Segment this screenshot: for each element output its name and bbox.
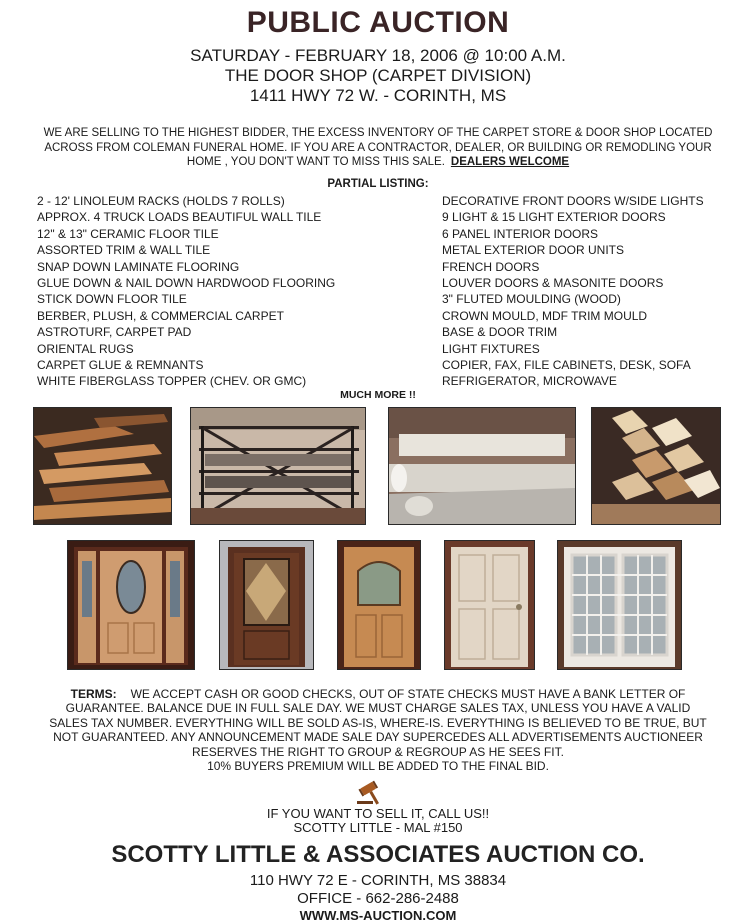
list-item: LIGHT FIXTURES: [442, 341, 540, 356]
auction-title: PUBLIC AUCTION: [246, 6, 510, 39]
company-address: 110 HWY 72 E - CORINTH, MS 38834: [249, 872, 507, 889]
call-us-text: IF YOU WANT TO SELL IT, CALL US!!: [266, 806, 490, 821]
list-item: BASE & DOOR TRIM: [442, 325, 558, 340]
list-item: 12" & 13" CERAMIC FLOOR TILE: [37, 226, 219, 241]
photo-panel-door: [444, 540, 535, 670]
terms-text: WE ACCEPT CASH OR GOOD CHECKS, OUT OF STATE CHECKS MUST HAVE A BANK LETTER OF GUARANTEE. BALANCE DUE IN FULL SALE DAY. WE MUST CHARGE SALES TAX, UNLESS YOU HAVE A VALID SALES TAX NUMBER. EVERYTHING WILL BE SOLD AS-IS, WHERE-IS. EVERYTHING IS BELIEVED TO BE TRUE, BUT NOT GUARANTEED. ANY ANNOUNCEMENT MADE SALE DAY SUPERCEDES ALL ADVERTISEMENTS AUCTIONEER RESERVES THE RIGHT TO GROUP & REGROUP AS HE SEES FIT.: [49, 687, 707, 759]
list-item: METAL EXTERIOR DOOR UNITS: [442, 243, 625, 258]
list-item: 6 PANEL INTERIOR DOORS: [442, 226, 599, 241]
list-item: BERBER, PLUSH, & COMMERCIAL CARPET: [37, 308, 284, 323]
intro-text: WE ARE SELLING TO THE HIGHEST BIDDER, THE EXCESS INVENTORY OF THE CARPET STORE & DOOR SHOP LOCATED ACROSS FROM COLEMAN FUNERAL HOME. IF YOU ARE A CONTRACTOR, DEALER, OR BUILDING OR REMODLING YOUR HOME , YOU DON'T WANT TO MISS THIS SALE.: [43, 127, 713, 168]
gavel-icon: [355, 779, 389, 805]
list-item: REFRIGERATOR, MICROWAVE: [442, 374, 617, 389]
date-line: SATURDAY - FEBRUARY 18, 2006 @ 10:00 A.M.: [190, 46, 566, 65]
list-item: CARPET GLUE & REMNANTS: [37, 358, 204, 373]
list-item: STICK DOWN FLOOR TILE: [37, 292, 187, 307]
photo-french-doors: [557, 540, 682, 670]
list-item: APPROX. 4 TRUCK LOADS BEAUTIFUL WALL TILE: [37, 210, 322, 225]
dealers-welcome: DEALERS WELCOME: [450, 156, 570, 168]
listing-left-column: [37, 193, 427, 390]
list-item: ASSORTED TRIM & WALL TILE: [37, 243, 211, 258]
photo-linoleum-rack: [190, 407, 366, 525]
list-item: 3" FLUTED MOULDING (WOOD): [442, 292, 621, 307]
list-item: LOUVER DOORS & MASONITE DOORS: [442, 276, 664, 291]
photo-oval-glass-door: [67, 540, 195, 670]
office-phone: OFFICE - 662-286-2488: [297, 890, 459, 907]
listing-right-column: [442, 193, 742, 390]
list-item: CROWN MOULD, MDF TRIM MOULD: [442, 308, 648, 323]
photo-carpet-rolls: [388, 407, 576, 525]
list-item: COPIER, FAX, FILE CABINETS, DESK, SOFA: [442, 358, 691, 373]
list-item: 9 LIGHT & 15 LIGHT EXTERIOR DOORS: [442, 210, 666, 225]
address-line: 1411 HWY 72 W. - CORINTH, MS: [249, 86, 507, 105]
venue-line: THE DOOR SHOP (CARPET DIVISION): [224, 66, 532, 85]
list-item: ASTROTURF, CARPET PAD: [37, 325, 192, 340]
auctioneer-name: SCOTTY LITTLE - MAL #150: [293, 820, 463, 835]
photo-tile-samples: [591, 407, 721, 525]
much-more-note: MUCH MORE !!: [340, 389, 416, 401]
photo-leaded-glass-door: [219, 540, 314, 670]
list-item: SNAP DOWN LAMINATE FLOORING: [37, 259, 240, 274]
photo-arched-glass-door: [337, 540, 421, 670]
list-item: GLUE DOWN & NAIL DOWN HARDWOOD FLOORING: [37, 276, 336, 291]
company-name: SCOTTY LITTLE & ASSOCIATES AUCTION CO.: [111, 841, 645, 868]
intro-paragraph: [40, 126, 716, 170]
terms-paragraph: [46, 687, 710, 773]
list-item: DECORATIVE FRONT DOORS W/SIDE LIGHTS: [442, 194, 704, 208]
list-item: ORIENTAL RUGS: [37, 341, 134, 356]
terms-label: TERMS:: [70, 687, 117, 701]
list-item: FRENCH DOORS: [442, 259, 540, 274]
partial-listing-heading: PARTIAL LISTING:: [327, 178, 429, 190]
buyers-premium: 10% BUYERS PREMIUM WILL BE ADDED TO THE FINAL BID.: [207, 759, 549, 774]
list-item: WHITE FIBERGLASS TOPPER (CHEV. OR GMC): [37, 374, 307, 389]
photo-hardwood-planks: [33, 407, 172, 525]
website-link[interactable]: WWW.MS-AUCTION.COM: [299, 908, 457, 923]
list-item: 2 - 12' LINOLEUM RACKS (HOLDS 7 ROLLS): [37, 194, 285, 208]
